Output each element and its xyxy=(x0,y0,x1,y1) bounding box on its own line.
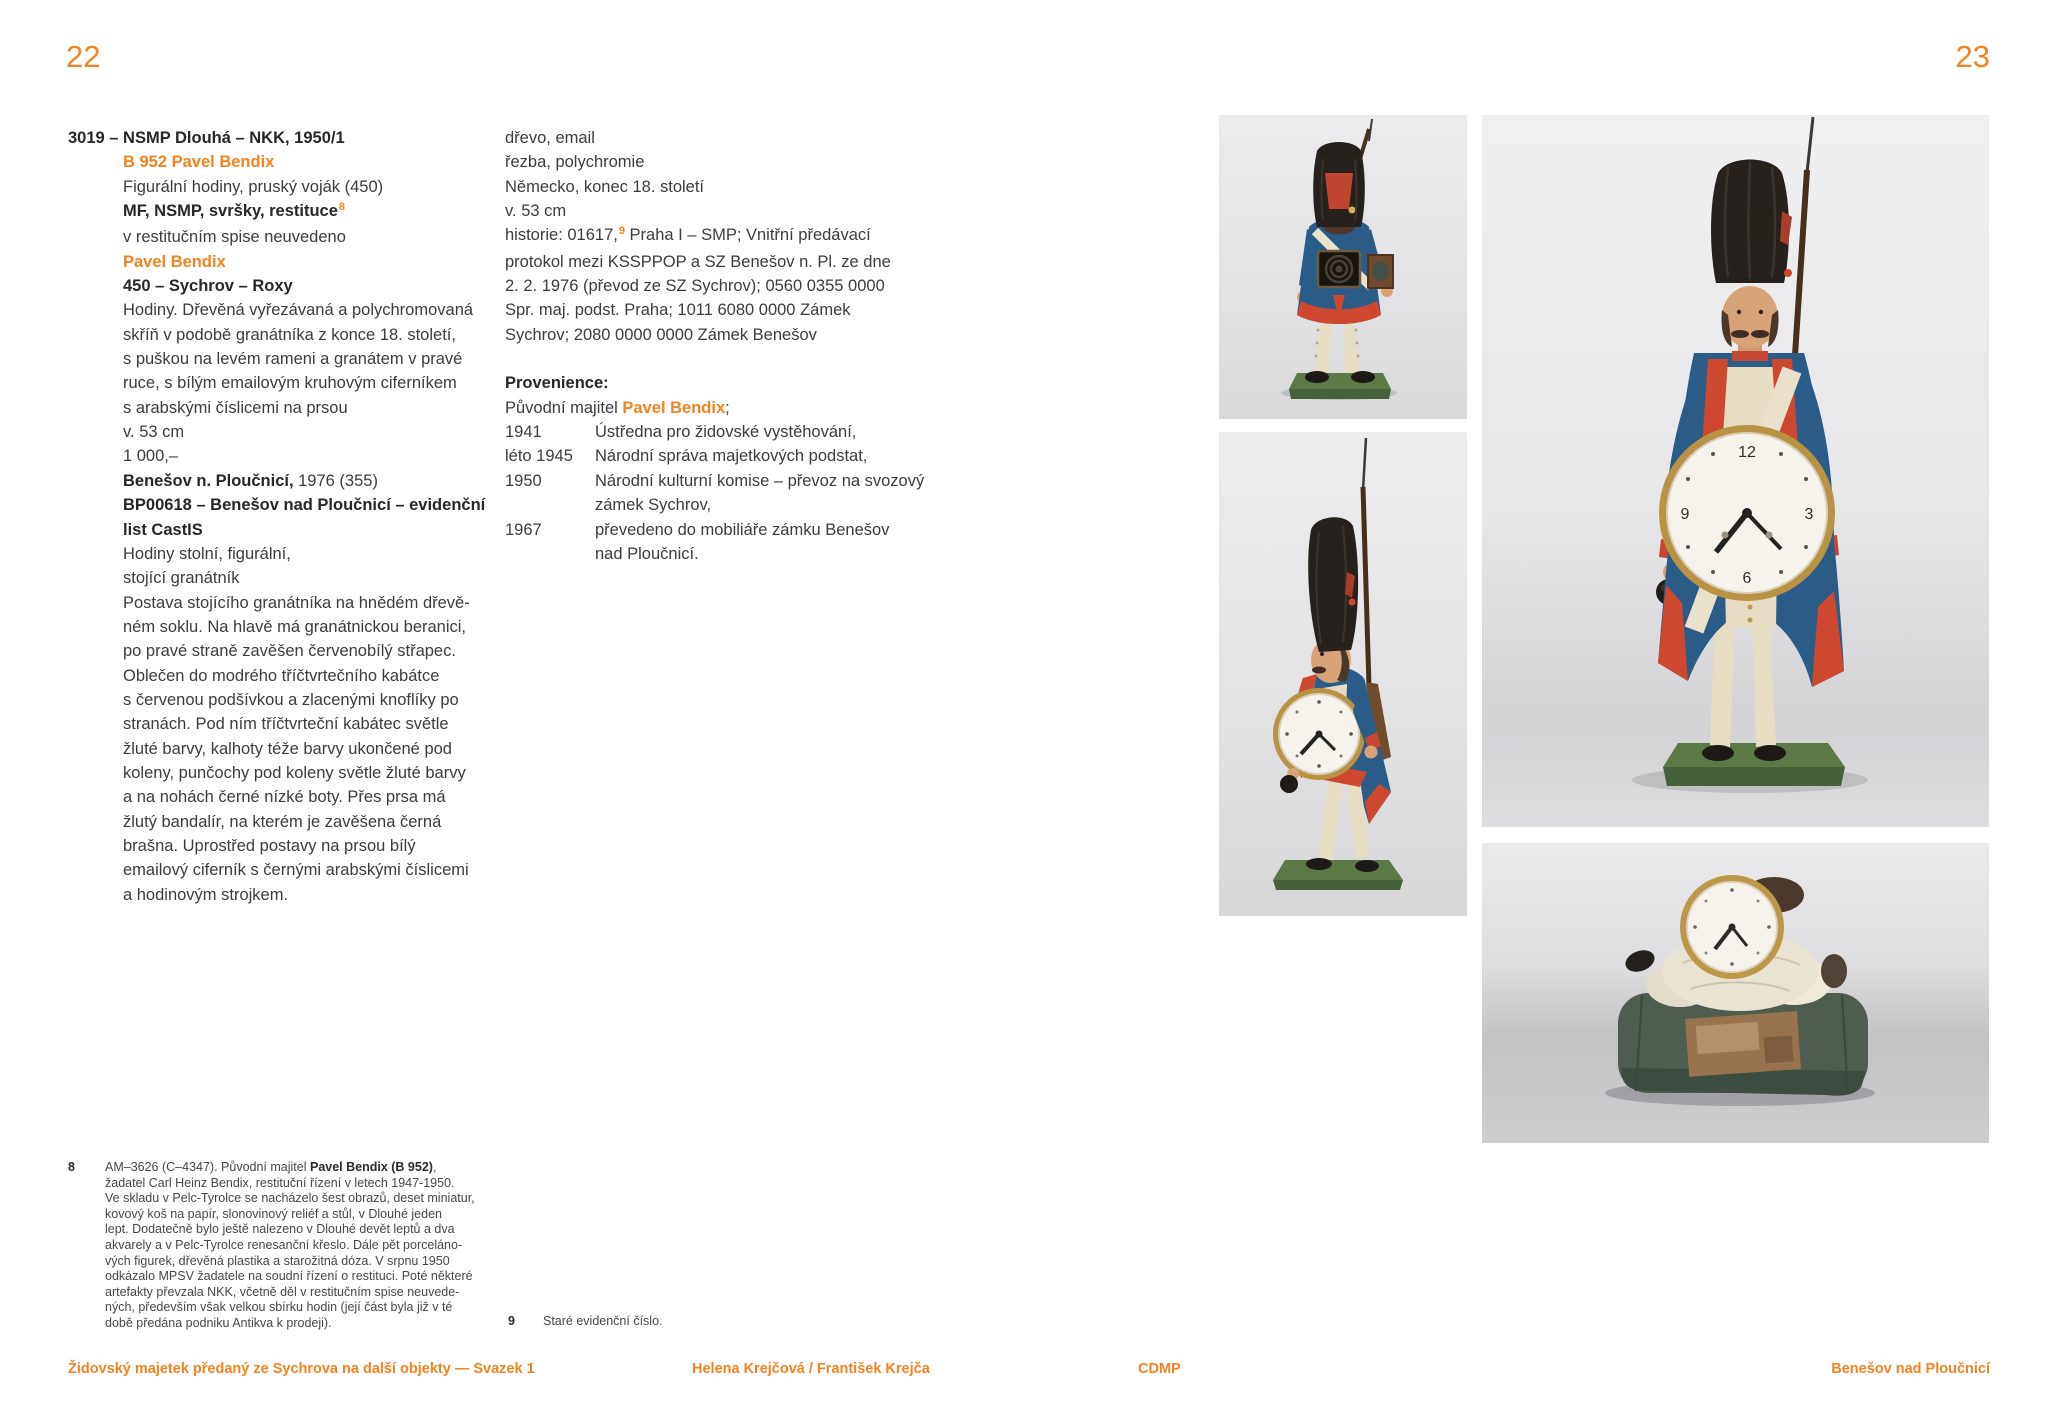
clock-case-illustration xyxy=(1482,843,1989,1143)
page-number-left: 22 xyxy=(66,39,101,74)
entry-location-line xyxy=(123,469,485,493)
text-line: vých figurek, dřevěná plastika a starožitná dóza. V srpnu 1950 xyxy=(105,1253,450,1268)
footnote-9-text: Staré evidenční číslo. xyxy=(543,1314,663,1328)
text-line: s červenou podšívkou a zlacenými knoflíky po xyxy=(123,690,459,709)
text-line: stranách. Pod ním tříčtvrteční kabátec světle xyxy=(123,715,449,734)
footnote-8-lines xyxy=(105,1176,475,1332)
text-line xyxy=(105,1160,475,1176)
entry-description-1 xyxy=(123,298,485,420)
footer-institution: CDMP xyxy=(1138,1361,1181,1377)
entry-ref-code: B 952 Pavel Bendix xyxy=(123,153,275,172)
owner-post: ; xyxy=(725,398,730,417)
grenadier-back-illustration xyxy=(1219,115,1467,419)
entry-body xyxy=(123,150,485,907)
provenance-year: 1967 xyxy=(505,520,542,539)
entry-column-2 xyxy=(505,126,924,566)
entry-object-title: Figurální hodiny, pruský voják (450) xyxy=(123,177,384,196)
text-line: Hodiny. Dřevěná vyřezávaná a polychromovaná xyxy=(123,301,474,320)
historie-line xyxy=(505,223,924,249)
entry-transfer-line: 450 – Sychrov – Roxy xyxy=(123,277,293,296)
text-line: zámek Sychrov, xyxy=(595,496,712,515)
text-line: po pravé straně zavěšen červenobílý střapec. xyxy=(123,642,456,661)
text-line: a hodinovým strojkem. xyxy=(123,885,289,904)
svg-text:9: 9 xyxy=(1680,506,1690,523)
text-line: protokol mezi KSSPPOP a SZ Benešov n. Pl. ze dne xyxy=(505,252,891,271)
text-line: skříň v podobě granátníka z konce 18. století, xyxy=(123,325,456,344)
location-bold: Benešov n. Ploučnicí, xyxy=(123,471,294,490)
footnote-8-body xyxy=(105,1160,475,1332)
provenance-row xyxy=(505,420,924,444)
historie-lines xyxy=(505,250,924,347)
footer-authors: Helena Krejčová / František Krejča xyxy=(692,1361,930,1377)
entry-record-line-1: BP00618 – Benešov nad Ploučnicí – evidenční xyxy=(123,496,486,515)
text-line: s arabskými číslicemi na prsou xyxy=(123,398,348,417)
text-line: akvarely a v Pelc-Tyrolce renesanční křeslo. Dále pět porceláno- xyxy=(105,1237,463,1252)
photo-grenadier-side-view xyxy=(1219,432,1467,916)
text-line: ném soklu. Na hlavě má granátnickou beranici, xyxy=(123,617,467,636)
provenience-owner-line xyxy=(505,396,924,420)
entry-record-line-2: list CastIS xyxy=(123,520,203,539)
entry-type-line-2: stojící granátník xyxy=(123,569,240,588)
text-line: nad Ploučnicí. xyxy=(595,544,699,563)
entry-heading: 3019 – NSMP Dlouhá – NKK, 1950/1 xyxy=(68,129,345,147)
provenance-row xyxy=(505,469,924,518)
location-rest: 1976 (355) xyxy=(293,471,378,490)
footnote-9 xyxy=(508,1314,663,1330)
text-line: žluté barvy, kalhoty téže barvy ukončené pod xyxy=(123,739,452,758)
provenance-year: 1941 xyxy=(505,423,542,442)
provenance-text xyxy=(595,420,856,444)
entry-column-1 xyxy=(68,126,485,907)
provenance-year: 1950 xyxy=(505,471,542,490)
text-line: žlutý bandalír, na kterém je zavěšena černá xyxy=(123,812,442,831)
text-line: době předána podniku Antikva k prodeji). xyxy=(105,1315,332,1330)
photo-grenadier-back-view xyxy=(1219,115,1467,419)
page-number-right: 23 xyxy=(1955,39,1990,74)
entry-price: 1 000,– xyxy=(123,447,179,466)
provenance-row xyxy=(505,518,924,567)
text-line: artefakty převzala NKK, včetně děl v restitučním spise neuvede- xyxy=(105,1284,460,1299)
entry-height: v. 53 cm xyxy=(123,423,185,442)
text-line: a na nohách černé nízké boty. Přes prsa má xyxy=(123,788,446,807)
text-line: Ve skladu v Pelc-Tyrolce se nacházelo šest obrazů, deset miniatur, xyxy=(105,1191,475,1206)
svg-text:12: 12 xyxy=(1738,444,1756,461)
provenance-year: léto 1945 xyxy=(505,447,573,466)
entry-type-line-1: Hodiny stolní, figurální, xyxy=(123,544,291,563)
material-lines xyxy=(505,126,924,223)
text-line: emailový ciferník s černými arabskými číslicemi xyxy=(123,861,469,880)
text-line: Německo, konec 18. století xyxy=(505,177,705,196)
entry-source-line xyxy=(123,199,485,225)
svg-text:3: 3 xyxy=(1804,506,1814,523)
text-line: odkázalo MPSV žadatele na soudní řízení o restituci. Poté některé xyxy=(105,1269,473,1284)
provenance-text xyxy=(595,444,867,468)
text-line: žadatel Carl Heinz Bendix, restituční řízení v letech 1947-1950. xyxy=(105,1175,455,1190)
footnote-8 xyxy=(68,1160,475,1332)
text-line: převedeno do mobiliáře zámku Benešov xyxy=(595,520,890,539)
historie-pre: historie: 01617, xyxy=(505,226,618,245)
fn8-line1-bold: Pavel Bendix (B 952) xyxy=(309,1160,433,1174)
text-line: Spr. maj. podst. Praha; 1011 6080 0000 Zámek xyxy=(505,301,851,320)
provenance-text xyxy=(595,469,924,518)
text-line: 2. 2. 1976 (převod ze SZ Sychrov); 0560 0355 0000 xyxy=(505,277,885,296)
text-line: řezba, polychromie xyxy=(505,153,645,172)
footer-series-title: Židovský majetek předaný ze Sychrova na další objekty — Svazek 1 xyxy=(68,1361,535,1377)
text-line: Postava stojícího granátníka na hnědém dřevě- xyxy=(123,593,470,612)
photo-clock-in-case xyxy=(1482,843,1989,1143)
text-line: kovový koš na papír, slonovinový reliéf a stůl, v Dlouhé jeden xyxy=(105,1206,442,1221)
provenance-text xyxy=(595,518,889,567)
text-line: ruce, s bílým emailovým kruhovým ciferníkem xyxy=(123,374,457,393)
provenience-label: Provenience: xyxy=(505,374,609,393)
text-line: Oblečen do modrého tříčtvrtečního kabátce xyxy=(123,666,440,685)
entry-owner-name: Pavel Bendix xyxy=(123,252,226,271)
text-line: Sychrov; 2080 0000 0000 Zámek Benešov xyxy=(505,325,817,344)
text-line: lept. Dodatečně bylo ještě nalezeno v Dlouhé devět leptů a dva xyxy=(105,1222,455,1237)
text-line: Ústředna pro židovské vystěhování, xyxy=(595,423,857,442)
spacer xyxy=(505,347,924,371)
footer-chapter-title: Benešov nad Ploučnicí xyxy=(1831,1361,1990,1377)
svg-text:6: 6 xyxy=(1742,570,1752,587)
fn8-line1-post: , xyxy=(432,1160,437,1174)
fn8-line1-pre: AM–3626 (C–4347). Původní majitel xyxy=(105,1160,310,1174)
grenadier-front-illustration xyxy=(1482,115,1989,827)
footnote-ref-8: 8 xyxy=(338,201,346,214)
historie-post: Praha I – SMP; Vnitřní předávací xyxy=(624,226,871,245)
entry-description-2 xyxy=(123,591,485,907)
footnote-9-mark: 9 xyxy=(508,1314,515,1328)
text-line: v. 53 cm xyxy=(505,202,567,221)
source-line-text: MF, NSMP, svršky, restituce xyxy=(123,202,338,221)
text-line: ných, především však velkou sbírku hodin (její část byla již v té xyxy=(105,1300,453,1315)
footnote-8-mark: 8 xyxy=(68,1160,75,1174)
entry-restitution-note: v restitučním spise neuvedeno xyxy=(123,228,346,247)
text-line: koleny, punčochy pod koleny světle žluté barvy xyxy=(123,763,466,782)
text-line: Národní kulturní komise – převoz na svozový xyxy=(595,471,925,490)
footnote-ref-9: 9 xyxy=(618,225,625,238)
text-line: brašna. Uprostřed postavy na prsou bílý xyxy=(123,836,416,855)
owner-pre: Původní majitel xyxy=(505,398,623,417)
grenadier-side-illustration xyxy=(1219,432,1467,916)
text-line: Národní správa majetkových podstat, xyxy=(595,447,868,466)
text-line: s puškou na levém rameni a granátem v pravé xyxy=(123,350,463,369)
photo-grenadier-front-view xyxy=(1482,115,1989,827)
provenance-row xyxy=(505,444,924,468)
owner-name: Pavel Bendix xyxy=(622,398,726,417)
text-line: dřevo, email xyxy=(505,129,595,147)
